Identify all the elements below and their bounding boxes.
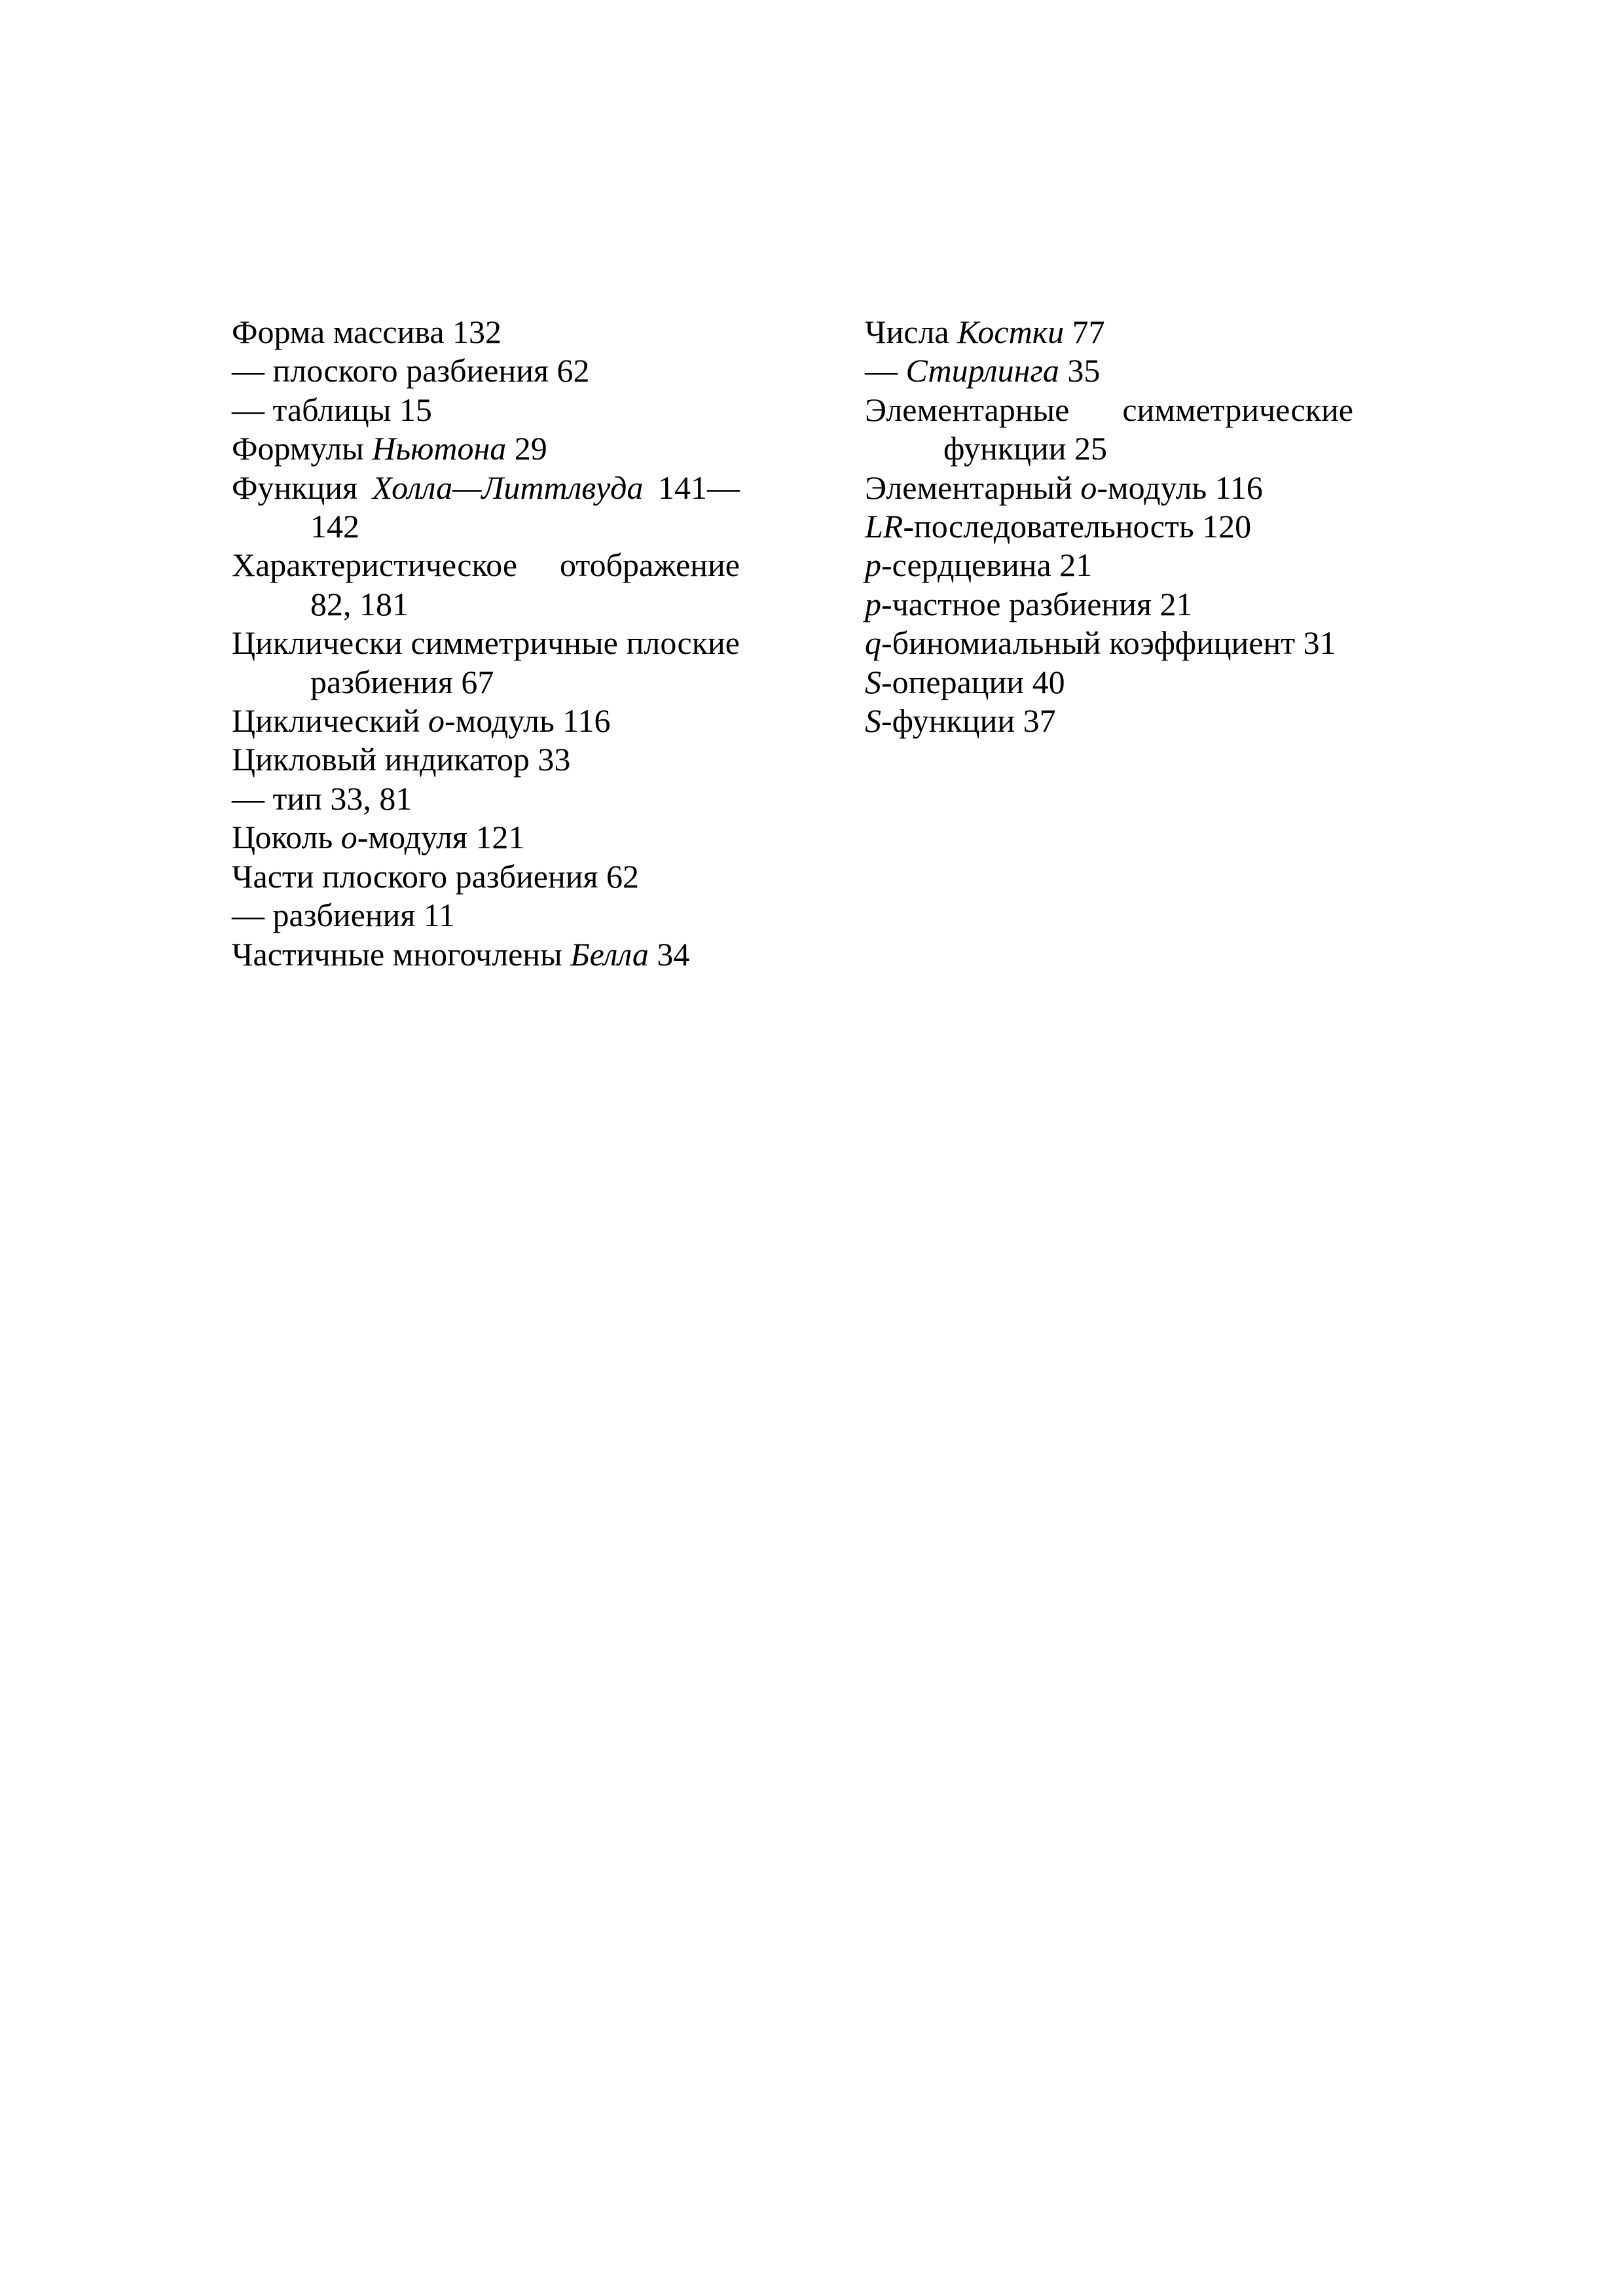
index-entry [865,469,1353,507]
index-entry-italic-term: q [865,624,881,662]
index-entry [865,351,1353,390]
index-entry-text: Части плоского разбиения 62 [232,857,639,895]
index-entry-text: Элементарные симметрические функции 25 [865,391,1353,467]
index-entry-italic-term: o [1080,469,1097,506]
index-entry [232,313,740,351]
index-entry-text: -функции 37 [881,702,1056,740]
index-entry-italic-term: Стирлинга [905,352,1059,389]
index-entry-text: 34 [648,935,690,973]
index-entry [232,429,740,468]
index-entry [865,585,1353,624]
index-entry [232,818,740,857]
index-entry [232,780,740,818]
index-entry-text: 141— 142 [310,469,740,545]
index-entry-text: -частное разбиения 21 [881,585,1193,622]
index-entry-italic-term: p [865,547,881,584]
index-entry-text: — разбиения 11 [232,897,455,934]
index-entry [232,469,740,547]
index-entry-italic-term: o [340,819,357,856]
index-entry-text: -биномиальный коэффициент 31 [881,624,1336,662]
index-entry [232,391,740,429]
index-entry-italic-term: Холла—Литтлвуда [372,469,644,506]
index-entry-text: 29 [506,430,547,467]
index-entry-text: Функция [232,469,373,506]
index-entry-text: — таблицы 15 [232,391,432,428]
index-entry [865,663,1353,702]
index-entry [865,546,1353,584]
index-entry-text: Цикловый индикатор 33 [232,741,571,778]
index-entry [232,702,740,740]
index-entry-text: -последовательность 120 [903,508,1252,545]
index-entry-text: — плоского разбиения 62 [232,352,590,389]
index-entry-text: -модуль 116 [1097,469,1263,506]
index-entry-italic-term: S [865,663,881,700]
index-entry-text: Частичные многочлены [232,935,571,973]
index-entry-text: — [865,352,906,389]
index-entry [232,896,740,935]
index-entry-text: -сердцевина 21 [881,547,1093,584]
index-entry-text: -модуль 116 [444,702,611,740]
index-entry [865,702,1353,740]
index-entry-text: Элементарный [865,469,1081,506]
index-entry [232,546,740,624]
index-entry-italic-term: p [865,585,881,622]
index-entry [232,624,740,702]
index-entry-text: Форма массива 132 [232,314,502,350]
index-entry-italic-term: LR [865,508,903,545]
index-entry-text: 77 [1064,314,1105,350]
index-entry [865,313,1353,351]
index-entry-text: 35 [1059,352,1101,389]
index-entry-text: Числа [865,314,958,350]
index-entry [232,740,740,779]
index-entry [232,857,740,896]
index-entry-text: Формулы [232,430,373,467]
index-entry-text: Характеристическое отображение 82, 181 [232,547,740,622]
index-column-right [865,313,1353,740]
index-entry-text: Циклический [232,702,428,740]
index-entry [865,624,1353,662]
index-entry-italic-term: Ньютона [372,430,507,467]
index-entry-text: — тип 33, 81 [232,780,412,817]
index-entry [232,351,740,390]
index-entry [232,935,740,974]
index-entry [865,507,1353,546]
index-entry-italic-term: Белла [570,935,649,973]
index-entry-text: -операции 40 [881,663,1065,700]
index-entry-text: -модуля 121 [357,819,525,856]
index-entry-italic-term: o [428,702,445,740]
index-entry-italic-term: Костки [957,314,1065,350]
index-entry-text: Цоколь [232,819,341,856]
index-entry-text: Циклически симметричные плоские разбиения 67 [232,624,740,700]
index-column-left [232,313,740,974]
index-entry-italic-term: S [865,702,881,740]
index-entry [865,391,1353,469]
